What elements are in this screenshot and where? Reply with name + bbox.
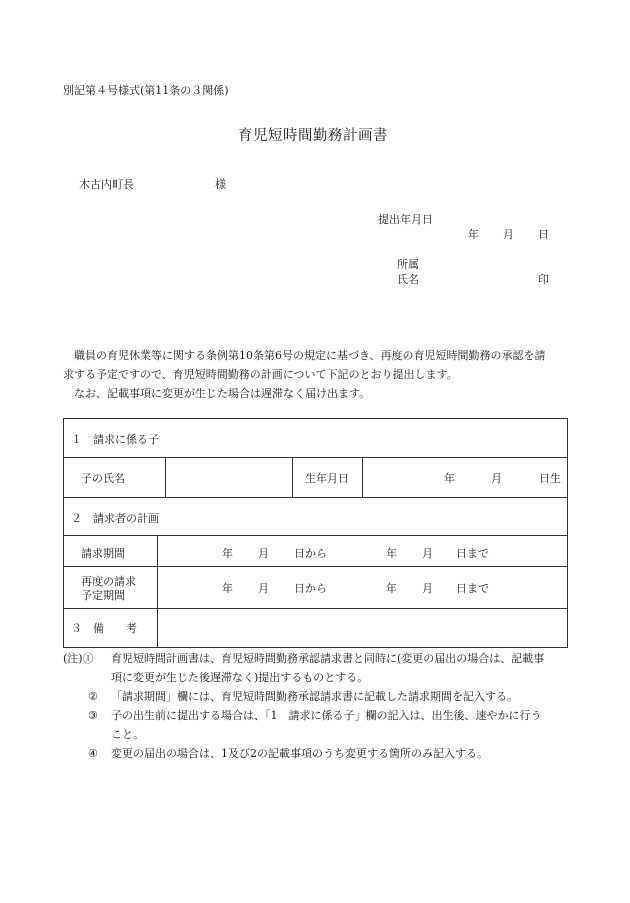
table-rule	[63, 457, 568, 458]
addressee: 木古内町長	[79, 178, 134, 191]
table-divider	[362, 457, 363, 497]
redo-start-day: 日から	[294, 582, 327, 595]
note-3-mark: ③	[88, 709, 98, 722]
birth-month: 月	[491, 472, 502, 485]
table-rule	[63, 566, 568, 567]
table-divider	[292, 457, 293, 497]
plan-table	[63, 418, 568, 648]
note-4-mark: ④	[88, 747, 98, 760]
period-end-year: 年	[386, 547, 397, 560]
submission-month: 月	[503, 228, 514, 241]
body-line-2: 求する予定ですので、育児短時間勤務の計画について下記のとおり提出します。	[63, 368, 458, 381]
table-divider	[157, 535, 158, 647]
note-3-line-2: こと。	[111, 728, 144, 741]
section-1-heading: １ 請求に係る子	[71, 433, 159, 446]
submission-day: 日	[538, 228, 549, 241]
section-2-heading: ２ 請求者の計画	[71, 512, 159, 525]
body-paragraph	[63, 346, 573, 403]
child-name-label: 子の氏名	[81, 472, 125, 485]
submission-year: 年	[468, 228, 479, 241]
birth-day: 日生	[539, 472, 561, 485]
note-3	[111, 706, 571, 744]
period-start-year: 年	[222, 547, 233, 560]
birthdate-label: 生年月日	[305, 472, 349, 485]
period-start-day: 日から	[294, 547, 327, 560]
body-line-1: 職員の育児休業等に関する条例第10条第6号の規定に基づき、再度の育児短時間勤務の承認を請	[74, 349, 546, 362]
redo-end-month: 月	[422, 582, 433, 595]
table-rule	[63, 535, 568, 536]
note-4: 変更の届出の場合は、1及び2の記載事項のうち変更する箇所のみ記入する。	[111, 747, 488, 760]
table-rule	[63, 497, 568, 498]
period-label: 請求期間	[81, 547, 125, 560]
period-start-month: 月	[258, 547, 269, 560]
affiliation-label: 所属	[397, 258, 419, 271]
submission-date-label: 提出年月日	[378, 213, 433, 226]
redo-end-day: 日まで	[456, 582, 489, 595]
note-3-line-1: 子の出生前に提出する場合は、「1 請求に係る子」欄の記入は、出生後、速やかに行う	[111, 709, 542, 722]
section-3-heading: ３ 備 考	[71, 622, 137, 635]
body-line-3: なお、記載事項に変更が生じた場合は遅滞なく届け出ます。	[74, 387, 371, 400]
note-1-line-2: 項に変更が生じた後遅滞なく)提出するものとする。	[111, 671, 369, 684]
name-label: 氏名	[397, 273, 419, 286]
note-1	[111, 649, 571, 687]
redo-label-line-2: 予定期間	[81, 589, 125, 602]
redo-label-line-1: 再度の請求	[81, 575, 136, 588]
redo-start-month: 月	[258, 582, 269, 595]
note-2: 「請求期間」欄には、育児短時間勤務承認請求書に記載した請求期間を記入する。	[111, 690, 518, 703]
seal-mark: 印	[538, 273, 549, 286]
table-divider	[165, 457, 166, 497]
redo-end-year: 年	[386, 582, 397, 595]
birth-year: 年	[444, 472, 455, 485]
addressee-honorific: 様	[215, 178, 226, 191]
page-title: 育児短時間勤務計画書	[238, 128, 388, 144]
period-end-day: 日まで	[456, 547, 489, 560]
note-2-mark: ②	[88, 690, 98, 703]
table-rule	[63, 608, 568, 609]
redo-start-year: 年	[222, 582, 233, 595]
note-1-line-1: 育児短時間計画書は、育児短時間勤務承認請求書と同時に(変更の届出の場合は、記載事	[111, 652, 545, 665]
form-id: 別記第４号様式(第11条の３関係)	[63, 84, 229, 97]
period-end-month: 月	[422, 547, 433, 560]
note-1-mark: (注)①	[63, 652, 94, 665]
